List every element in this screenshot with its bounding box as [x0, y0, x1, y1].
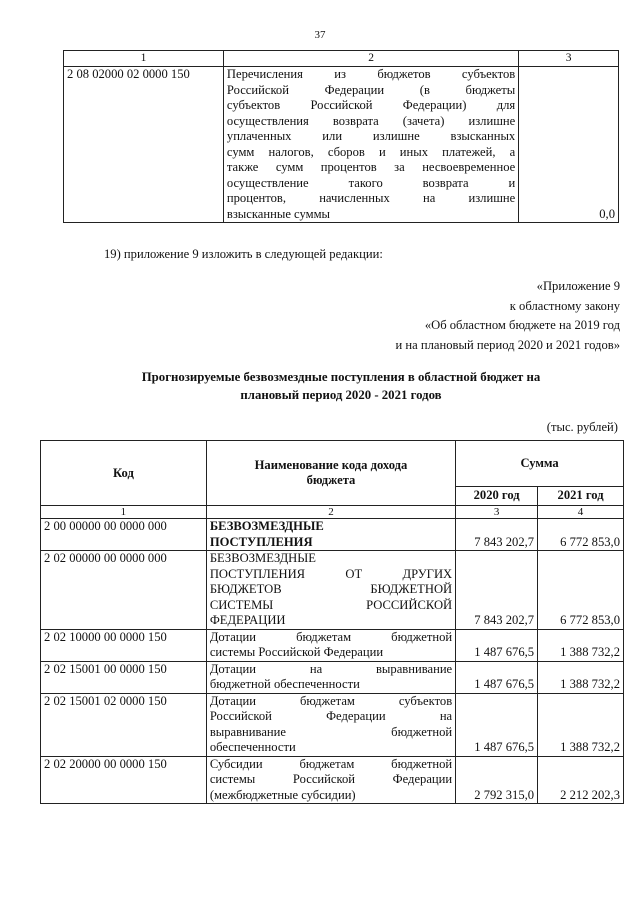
revenue-description [206, 629, 455, 661]
amount-cell: 0,0 [519, 67, 619, 223]
revenue-code: 2 02 15001 00 0000 150 [41, 661, 207, 693]
revenue-table [40, 440, 624, 804]
header-year-2020: 2020 год [456, 487, 538, 506]
column-number: 2 [206, 506, 455, 519]
description-line: Дотации бюджетам субъектов [209, 693, 453, 708]
description-line: также сумм процентов за несвоевременное [226, 160, 516, 174]
column-number: 1 [41, 506, 207, 519]
appendix-line: к областному закону [509, 298, 620, 313]
title-line: плановый период 2020 - 2021 годов [240, 388, 442, 402]
page-number: 37 [314, 29, 326, 41]
description-line: Субсидии бюджетам бюджетной [209, 756, 453, 771]
amount-2020: 1 487 676,5 [456, 693, 538, 756]
header-code: Код [41, 441, 207, 506]
description-line: ФЕДЕРАЦИИ [209, 613, 286, 627]
description-line: осуществление такого возврата и [226, 175, 516, 190]
column-number: 3 [456, 506, 538, 519]
description-line: выравнивание бюджетной [209, 724, 453, 739]
header-row [41, 441, 624, 487]
description-line: обеспеченности [209, 740, 296, 754]
document-title [60, 368, 622, 404]
description-line: уплаченных или излишне взысканных [226, 129, 516, 143]
units-label: (тыс. рублей) [546, 420, 618, 434]
header-name-line: бюджета [306, 473, 356, 487]
table-row [64, 67, 619, 223]
column-number-row [64, 51, 619, 67]
header-name-line: Наименование кода дохода [254, 458, 408, 472]
amount-2020: 1 487 676,5 [456, 661, 538, 693]
column-number: 4 [538, 506, 624, 519]
description-line: БЕЗВОЗМЕЗДНЫЕ [209, 519, 324, 533]
header-sum: Сумма [456, 441, 624, 487]
title-line: Прогнозируемые безвозмездные поступления в областной бюджет на [141, 370, 541, 384]
amount-2020: 7 843 202,7 [456, 519, 538, 551]
revenue-code: 2 02 15001 02 0000 150 [41, 693, 207, 756]
amount-2020: 7 843 202,7 [456, 551, 538, 630]
table-row [41, 519, 624, 551]
description-line: Дотации бюджетам бюджетной [209, 629, 453, 644]
description-line: сумм налогов, сборов и иных платежей, а [226, 144, 516, 159]
revenue-description [206, 551, 455, 630]
table-row [41, 551, 624, 630]
amount-2021: 6 772 853,0 [538, 519, 624, 551]
revenue-code: 2 08 02000 02 0000 150 [64, 67, 224, 223]
amount-2021: 1 388 732,2 [538, 629, 624, 661]
description-line: процентов, начисленных на излишне [226, 191, 516, 205]
column-number: 2 [223, 51, 518, 67]
appendix-line: «Об областном бюджете на 2019 год [424, 318, 620, 332]
amount-2020: 2 792 315,0 [456, 756, 538, 804]
amount-2021: 1 388 732,2 [538, 661, 624, 693]
revenue-description [223, 67, 518, 223]
column-number: 3 [519, 51, 619, 67]
revenue-description [206, 693, 455, 756]
description-line: Перечисления из бюджетов субъектов [226, 67, 516, 81]
description-line: СИСТЕМЫ РОССИЙСКОЙ [209, 597, 453, 612]
description-line: системы Российской Федерации [209, 645, 384, 659]
amendment-note: 19) приложение 9 изложить в следующей редакции: [104, 247, 383, 261]
description-line: системы Российской Федерации [209, 772, 453, 786]
table-row [41, 661, 624, 693]
appendix-line: «Приложение 9 [536, 279, 620, 293]
column-number-row [41, 506, 624, 519]
header-name [206, 441, 455, 506]
column-number: 1 [64, 51, 224, 67]
appendix-line: и на плановый период 2020 и 2021 годов» [395, 337, 620, 352]
description-line: Дотации на выравнивание [209, 661, 453, 676]
revenue-code: 2 02 00000 00 0000 000 [41, 551, 207, 630]
description-line: БЕЗВОЗМЕЗДНЫЕ [209, 551, 316, 565]
description-line: БЮДЖЕТОВ БЮДЖЕТНОЙ [209, 582, 453, 596]
description-line: осуществления возврата (зачета) излишне [226, 113, 516, 128]
amount-2021: 1 388 732,2 [538, 693, 624, 756]
amount-2020: 1 487 676,5 [456, 629, 538, 661]
table-row [41, 693, 624, 756]
description-line: ПОСТУПЛЕНИЯ [209, 534, 313, 549]
table-row [41, 629, 624, 661]
revenue-description [206, 519, 455, 551]
description-line: субъектов Российской Федерации) для [226, 98, 516, 112]
appendix-reference [396, 277, 620, 355]
description-line: ПОСТУПЛЕНИЯ ОТ ДРУГИХ [209, 566, 453, 581]
table-row [41, 756, 624, 804]
amount-2021: 6 772 853,0 [538, 551, 624, 630]
description-line: Российской Федерации (в бюджеты [226, 82, 516, 97]
revenue-code: 2 00 00000 00 0000 000 [41, 519, 207, 551]
amount-2021: 2 212 202,3 [538, 756, 624, 804]
revenue-code: 2 02 10000 00 0000 150 [41, 629, 207, 661]
description-line: взысканные суммы [226, 206, 331, 221]
revenue-description [206, 756, 455, 804]
header-year-2021: 2021 год [538, 487, 624, 506]
description-line: (межбюджетные субсидии) [209, 787, 356, 802]
description-line: бюджетной обеспеченности [209, 677, 360, 691]
revenue-description [206, 661, 455, 693]
description-line: Российской Федерации на [209, 709, 453, 723]
continuation-table [63, 50, 619, 223]
revenue-code: 2 02 20000 00 0000 150 [41, 756, 207, 804]
